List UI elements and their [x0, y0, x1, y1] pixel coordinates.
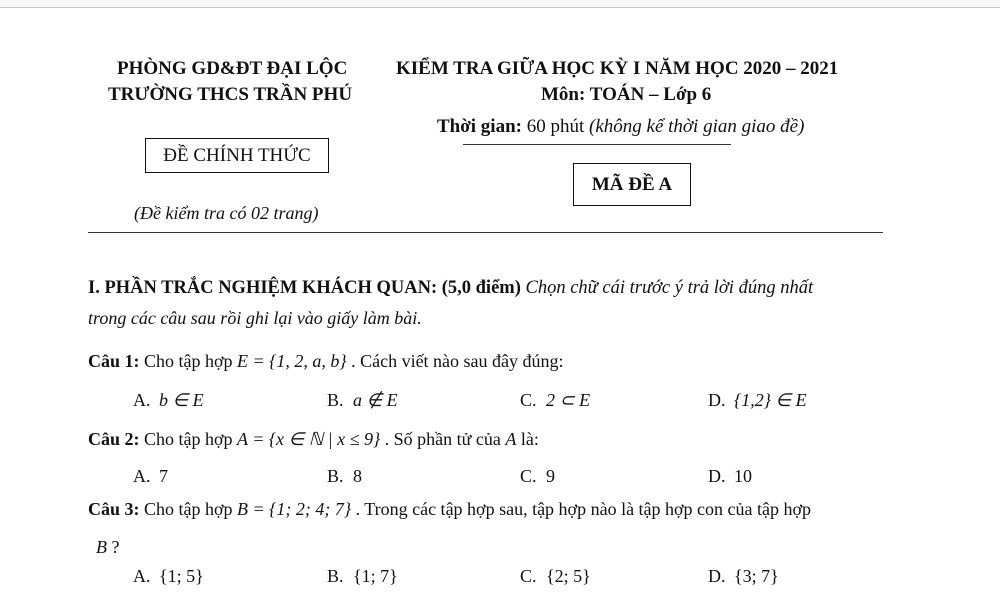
option-value: {2; 5} [546, 566, 591, 586]
option-value: {1,2} ∈ E [734, 390, 807, 410]
q1-option-b [327, 390, 398, 411]
option-letter: D. [708, 566, 726, 586]
question-3-cont [96, 537, 120, 558]
q3-option-a [133, 566, 204, 587]
question-2-text-after2: là: [516, 429, 539, 449]
question-1-text: Cho tập hợp [139, 351, 238, 371]
question-2 [88, 429, 539, 450]
option-letter: B. [327, 466, 344, 486]
option-value: b ∈ E [159, 390, 204, 410]
q3-option-b [327, 566, 398, 587]
duration-note: (không kể thời gian giao đề) [589, 116, 805, 137]
q2-option-a [133, 466, 168, 487]
exam-duration [437, 116, 804, 138]
option-letter: A. [133, 466, 151, 486]
q2-option-b [327, 466, 362, 487]
q1-option-a [133, 390, 204, 411]
option-value: {1; 7} [353, 566, 398, 586]
subject-grade: Môn: TOÁN – Lớp 6 [541, 84, 712, 105]
question-3-text: Cho tập hợp [139, 499, 238, 519]
question-1-math: E = {1, 2, a, b} [237, 351, 347, 371]
option-letter: C. [520, 390, 537, 410]
question-1-label: Câu 1: [88, 351, 140, 371]
question-2-text-after: . Số phần tử của [380, 429, 506, 449]
q1-option-c [520, 390, 590, 411]
question-2-math2: A [505, 429, 517, 449]
option-value: 10 [734, 466, 752, 486]
option-letter: D. [708, 466, 726, 486]
option-value: a ∉ E [353, 390, 398, 410]
viewer-top-bar [0, 0, 1000, 8]
question-2-math: A = {x ∈ ℕ | x ≤ 9} [237, 429, 381, 449]
question-3-line2-math: B [96, 537, 107, 557]
option-letter: A. [133, 390, 151, 410]
question-3-text-after: . Trong các tập hợp sau, tập hợp nào là tập hợp con của tập hợp [351, 499, 812, 519]
option-value: 2 ⊂ E [546, 390, 591, 410]
question-1-text-after: . Cách viết nào sau đây đúng: [346, 351, 564, 371]
option-letter: C. [520, 566, 537, 586]
official-exam-badge [145, 138, 329, 173]
section-instruction-cont: trong các câu sau rồi ghi lại vào giấy làm bài. [88, 308, 422, 328]
option-value: {3; 7} [734, 566, 779, 586]
option-value: 9 [546, 466, 555, 486]
q3-option-c [520, 566, 591, 587]
exam-code-label: MÃ ĐỀ A [591, 173, 673, 195]
official-exam-label: ĐỀ CHÍNH THỨC [163, 144, 311, 166]
option-letter: A. [133, 566, 151, 586]
section-heading [88, 278, 813, 299]
option-letter: B. [327, 390, 344, 410]
option-letter: D. [708, 390, 726, 410]
header-divider [88, 232, 883, 233]
option-letter: C. [520, 466, 537, 486]
section-title: I. PHẦN TRẮC NGHIỆM KHÁCH QUAN: (5,0 điểm) [88, 278, 521, 298]
duration-value: 60 phút [521, 116, 589, 137]
q2-option-d [708, 466, 752, 487]
q3-option-d [708, 566, 779, 587]
option-value: {1; 5} [159, 566, 204, 586]
exam-code-badge [573, 163, 691, 206]
question-3-label: Câu 3: [88, 499, 140, 519]
department-name: PHÒNG GD&ĐT ĐẠI LỘC [117, 58, 348, 79]
school-name: TRƯỜNG THCS TRẦN PHÚ [108, 84, 353, 105]
option-value: 8 [353, 466, 362, 486]
question-2-text: Cho tập hợp [139, 429, 238, 449]
exam-title: KIỂM TRA GIỮA HỌC KỲ I NĂM HỌC 2020 – 2021 [396, 58, 839, 79]
duration-label: Thời gian: [437, 116, 522, 137]
q1-option-d [708, 390, 807, 411]
question-2-label: Câu 2: [88, 429, 140, 449]
question-1 [88, 351, 564, 372]
q2-option-c [520, 466, 555, 487]
question-3-line2-text: ? [107, 537, 120, 557]
question-3 [88, 499, 811, 520]
option-value: 7 [159, 466, 168, 486]
header-underline [463, 144, 731, 145]
option-letter: B. [327, 566, 344, 586]
page-count-note: (Đề kiểm tra có 02 trang) [134, 203, 319, 223]
section-instruction: Chọn chữ cái trước ý trả lời đúng nhất [520, 278, 814, 298]
question-3-math: B = {1; 2; 4; 7} [237, 499, 352, 519]
